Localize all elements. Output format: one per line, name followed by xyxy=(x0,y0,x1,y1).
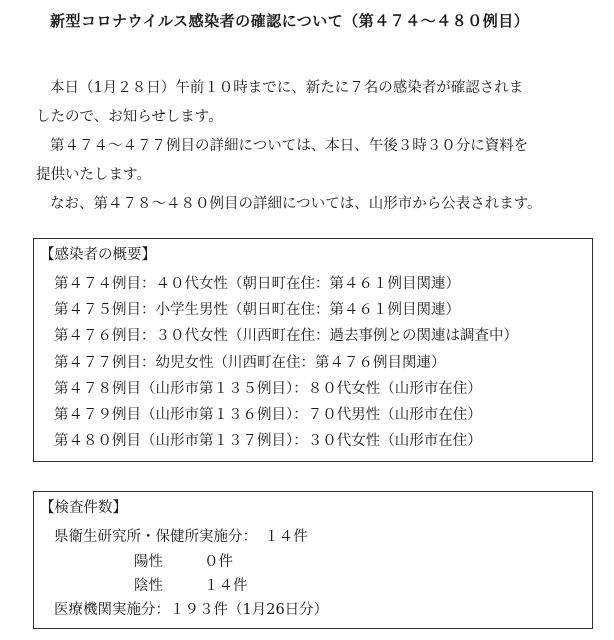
case-summary-box xyxy=(33,238,593,462)
paragraph-line: 第４７４～４７７例目の詳細については、本日、午後３時３０分に資料を xyxy=(50,138,529,154)
paragraph-line: したので、お知らせします。 xyxy=(36,109,223,125)
case-item: 第４７４例目：４０代女性（朝日町在住：第４６１例目関連） xyxy=(54,276,460,292)
positive-label: 陽性 xyxy=(134,554,163,570)
negative-value: １４件 xyxy=(204,578,248,594)
paragraph-line: 本日（1月２８日）午前１０時までに、新たに７名の感染者が確認されま xyxy=(50,80,524,96)
case-item: 第４７８例目（山形市第１３５例目）：８０代女性（山形市在住） xyxy=(54,380,482,397)
case-item: 第４７６例目：３０代女性（川西町在住：過去事例との関連は調査中） xyxy=(54,328,518,345)
prefectural-tests: 県衛生研究所・保健所実施分： １４件 xyxy=(54,529,308,545)
negative-label: 陰性 xyxy=(134,578,163,594)
document-title: 新型コロナウイルス感染者の確認について（第４７４～４８０例目） xyxy=(50,12,530,30)
case-item: 第４８０例目（山形市第１３７例目）：３０代女性（山形市在住） xyxy=(54,433,482,450)
case-item: 第４７７例目：幼児女性（川西町在住：第４７６例目関連） xyxy=(54,354,446,371)
announcement-body xyxy=(36,74,596,219)
positive-row xyxy=(134,550,233,571)
paragraph-line: なお、第４７８～４８０例目の詳細については、山形市から公表されます。 xyxy=(50,196,542,212)
positive-value: ０件 xyxy=(204,554,233,570)
case-item: 第４７５例目：小学生男性（朝日町在住：第４６１例目関連） xyxy=(54,302,460,319)
negative-row xyxy=(134,574,248,595)
test-count-heading: 【検査件数】 xyxy=(40,500,127,516)
paragraph-line: 提供いたします。 xyxy=(36,167,151,183)
medical-institution-tests: 医療機関実施分：１９３件（1月26日分） xyxy=(54,602,329,618)
case-item: 第４７９例目（山形市第１３６例目）：７０代男性（山形市在住） xyxy=(54,407,482,424)
case-summary-heading: 【感染者の概要】 xyxy=(40,247,156,263)
test-count-box xyxy=(33,491,593,629)
case-list xyxy=(54,271,518,454)
